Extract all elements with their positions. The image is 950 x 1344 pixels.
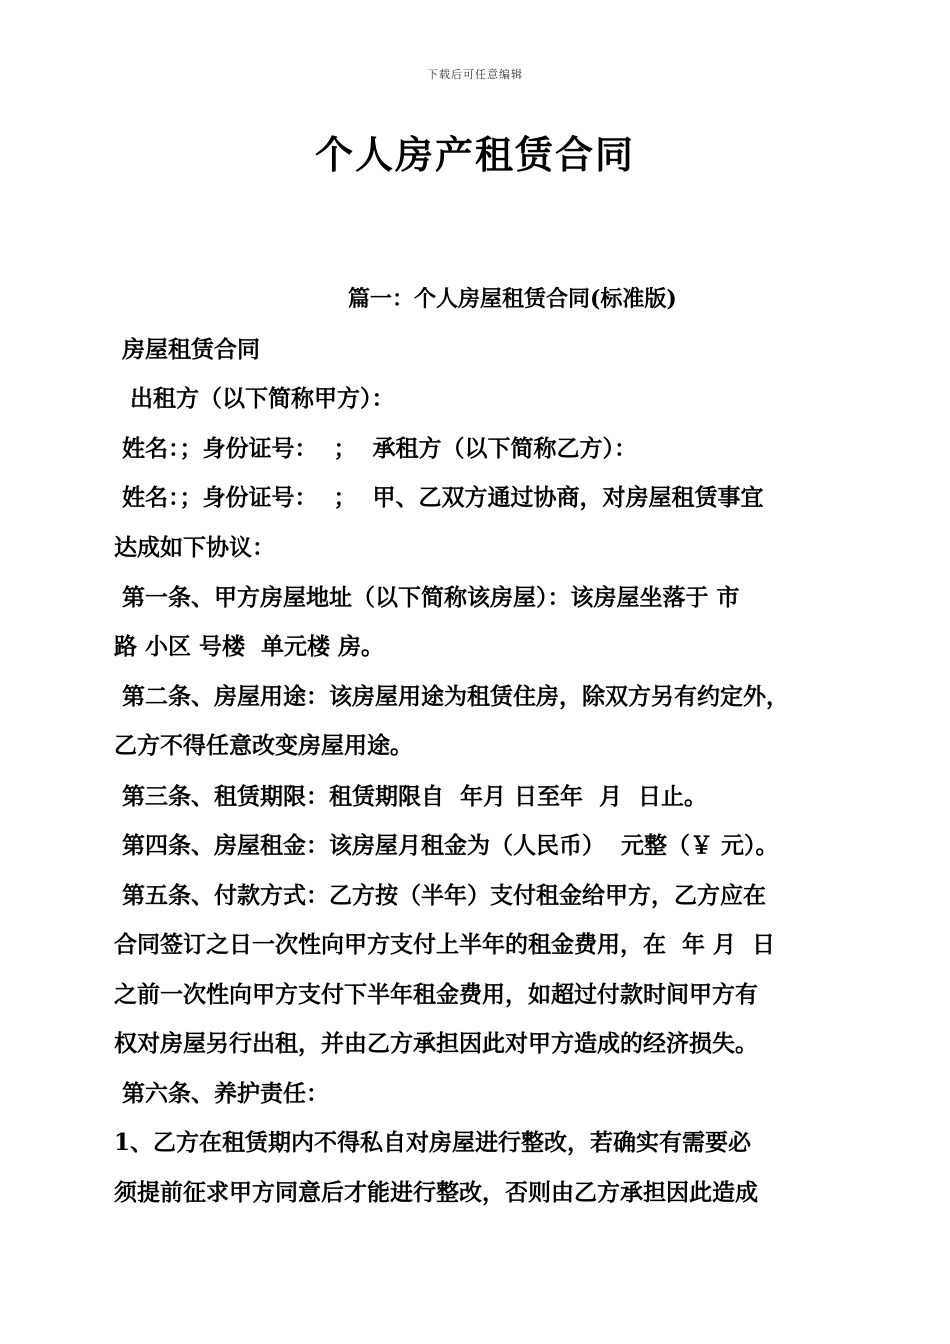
body-line: 第一条、甲方房屋地址（以下简称该房屋）：该房屋坐落于 市 (114, 584, 740, 611)
body-line: 第四条、房屋租金：该房屋月租金为（人民币） 元整（￥ 元）。 (114, 832, 779, 859)
body-line: 第六条、养护责任： (114, 1080, 330, 1107)
body-line: 之前一次性向甲方支付下半年租金费用，如超过付款时间甲方有 (114, 981, 758, 1008)
body-line: 姓名：；身份证号： ； 承租方（以下简称乙方）： (114, 435, 638, 462)
body-line: 权对房屋另行出租，并由乙方承担因此对甲方造成的经济损失。 (114, 1030, 758, 1057)
body-line: 第五条、付款方式：乙方按（半年）支付租金给甲方，乙方应在 (114, 882, 767, 909)
body-line: 房屋租赁合同 (114, 336, 261, 363)
body-line: 第二条、房屋用途：该房屋用途为租赁住房，除双方另有约定外， (114, 683, 790, 710)
body-line: 第三条、租赁期限：租赁期限自 年月 日至年 月 日止。 (114, 783, 708, 810)
body-line: 须提前征求甲方同意后才能进行整改，否则由乙方承担因此造成 (114, 1179, 758, 1206)
body-line: 姓名：；身份证号： ； 甲、乙双方通过协商，对房屋租赁事宜 (114, 484, 764, 511)
body-line: 出租方（以下简称甲方）： (114, 385, 395, 412)
header-note: 下载后可任意编辑 (427, 68, 523, 81)
body-line: 乙方不得任意改变房屋用途。 (114, 732, 413, 759)
body-line: 合同签订之日一次性向甲方支付上半年的租金费用，在 年 月 日 (114, 931, 776, 958)
section-title: 篇一：个人房屋租赁合同(标准版) (348, 286, 677, 312)
body-line: 路 小区 号楼 单元楼 房。 (114, 633, 385, 660)
body-line: 达成如下协议： (114, 534, 275, 561)
body-line: 1、乙方在租赁期内不得私自对房屋进行整改，若确实有需要必 (114, 1129, 752, 1156)
document-title: 个人房产租赁合同 (314, 132, 635, 177)
